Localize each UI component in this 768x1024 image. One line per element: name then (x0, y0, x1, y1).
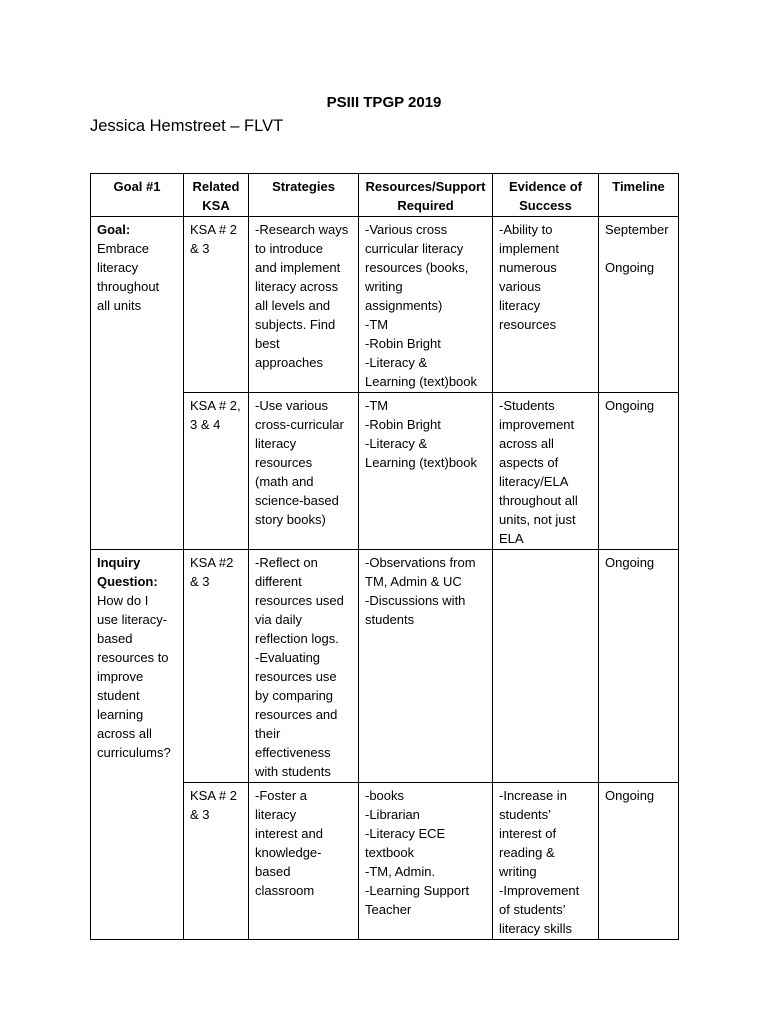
timeline-cell: September Ongoing (599, 217, 679, 393)
resources-cell: -Observations from TM, Admin & UC -Discussions with students (359, 550, 493, 783)
author-line: Jessica Hemstreet – FLVT (90, 117, 284, 135)
ksa-cell: KSA # 2 & 3 (184, 217, 249, 393)
goal-text: Embrace literacy throughout all units (97, 241, 160, 313)
table-row (91, 550, 679, 783)
growth-plan-table (90, 173, 679, 940)
header-evidence: Evidence of Success (493, 174, 599, 217)
ksa-cell: KSA # 2 & 3 (184, 783, 249, 940)
inquiry-text: How do I use literacy- based resources to improve student learning across all curriculums? (97, 593, 171, 760)
goal-cell (91, 217, 184, 550)
goal-label: Goal: (97, 222, 131, 237)
evidence-cell: -Ability to implement numerous various literacy resources (493, 217, 599, 393)
timeline-cell: Ongoing (599, 550, 679, 783)
resources-cell: -Various cross curricular literacy resources (books, writing assignments) -TM -Robin Bright -Literacy & Learning (text)book (359, 217, 493, 393)
strategies-cell: -Reflect on different resources used via daily reflection logs. -Evaluating resources use by comparing resources and their effectiveness with students (249, 550, 359, 783)
header-related-ksa: Related KSA (184, 174, 249, 217)
strategies-cell: -Use various cross-curricular literacy resources (math and science-based story books) (249, 393, 359, 550)
header-goal: Goal #1 (91, 174, 184, 217)
timeline-cell: Ongoing (599, 393, 679, 550)
evidence-cell: -Students improvement across all aspects of literacy/ELA throughout all units, not just ELA (493, 393, 599, 550)
timeline-cell: Ongoing (599, 783, 679, 940)
table-row (91, 217, 679, 393)
inquiry-cell (91, 550, 184, 940)
strategies-cell: -Foster a literacy interest and knowledge- based classroom (249, 783, 359, 940)
evidence-cell (493, 550, 599, 783)
resources-cell: -books -Librarian -Literacy ECE textbook -TM, Admin. -Learning Support Teacher (359, 783, 493, 940)
ksa-cell: KSA #2 & 3 (184, 550, 249, 783)
table-header-row (91, 174, 679, 217)
header-timeline: Timeline (599, 174, 679, 217)
ksa-cell: KSA # 2, 3 & 4 (184, 393, 249, 550)
strategies-cell: -Research ways to introduce and implement literacy across all levels and subjects. Find best approaches (249, 217, 359, 393)
inquiry-label: Inquiry Question: (97, 555, 158, 589)
header-strategies: Strategies (249, 174, 359, 217)
resources-cell: -TM -Robin Bright -Literacy & Learning (text)book (359, 393, 493, 550)
header-resources: Resources/Support Required (359, 174, 493, 217)
page-title: PSIII TPGP 2019 (326, 94, 442, 111)
evidence-cell: -Increase in students’ interest of reading & writing -Improvement of students’ literacy skills (493, 783, 599, 940)
